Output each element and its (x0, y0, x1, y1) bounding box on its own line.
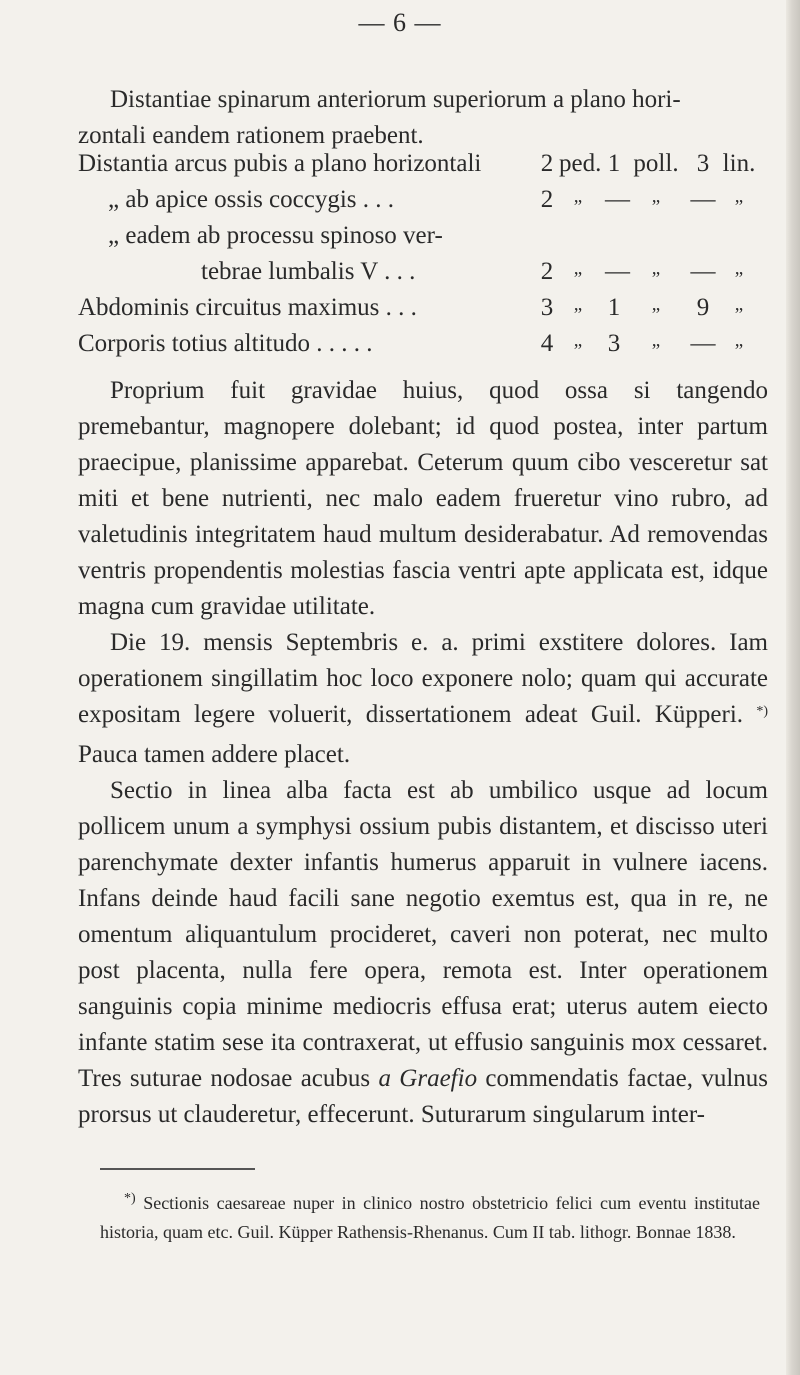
measurement-poll-unit: poll. (633, 150, 679, 177)
page-edge (786, 0, 800, 1375)
measurement-label: „ ab apice ossis coccygis . . . (108, 186, 395, 213)
paragraph-2-text: Die 19. mensis Septembris e. a. primi exstitere dolores. Iam operationem singillatim hoc loco exponere nolo; quam qui accurate expositam legere voluerit, dissertationem adeat Guil. Küpperi. (78, 629, 768, 728)
measurement-row (78, 294, 768, 330)
paragraph-3-text: Sectio in linea alba facta est ab umbilico usque ad locum pollicem unum a symphysi ossium pubis distantem, et discisso uteri parenchymate dexter infantis humerus apparuit in vulnere iacens. Infans deinde haud facili sane negotio exemtus est, qua in re, ne omentum aliquantulum procideret, caveri non poterat, nec multo post placenta, nulla fere opera, remota est. Inter operationem sanguinis copia minime mediocris effusa erat; uterus autem eiecto infante statim sese ita contraxerat, ut effusio sanguinis mox cessaret. Tres suturae nodosae acubus (78, 777, 768, 1092)
footnote-text: Sectionis caesareae nuper in clinico nostro obstetricio felici cum eventu institutae historia, quam etc. Guil. Küpper Rathensis-Rhenanus. Cum II tab. lithogr. Bonnae 1838. (100, 1193, 761, 1242)
measurement-label: Corporis totius altitudo . . . . . (78, 330, 373, 357)
measurement-label: Distantia arcus pubis a plano horizontali (78, 150, 482, 177)
measurement-label: Abdominis circuitus maximus . . . (78, 294, 417, 321)
measurement-lin: 3 (696, 150, 710, 177)
paragraph-1: Proprium fuit gravidae huius, quod ossa si tangendo premebantur, magnopere dolebant; id quod postea, inter partum praecipue, planissime apparebat. Ceterum quum cibo vesceretur sat miti et bene nutrienti, nec malo eadem frueretur vino rubro, ad valetudinis integritatem haud multum desiderabatur. Ad removendas ventris propendentis molestias fascia ventri apte applicata est, idque magna cum gravidae utilitate. (78, 377, 768, 620)
paragraph-3-italic: a Graefio (378, 1065, 478, 1092)
measurement-row (78, 258, 768, 294)
measurement-ped-unit: „ (573, 294, 583, 315)
measurement-row (78, 330, 768, 366)
measurement-lin-unit: lin. (722, 150, 756, 177)
measurement-row (78, 186, 768, 222)
measurement-ped-unit: „ (573, 258, 583, 279)
measurement-lin: — (690, 330, 716, 357)
measurement-lin-unit: „ (734, 258, 744, 279)
measurement-poll: 1 (607, 294, 621, 321)
measurement-poll-unit: „ (651, 186, 661, 207)
measurement-ped-unit: ped. (559, 150, 602, 177)
measurement-poll: 1 (607, 150, 621, 177)
paragraph-2-tail: Pauca tamen addere placet. (78, 741, 351, 768)
footnote-reference[interactable]: *) (756, 704, 768, 719)
measurement-poll-unit: „ (651, 294, 661, 315)
footnote (100, 1190, 760, 1246)
measurement-ped: 2 (540, 150, 554, 177)
measurement-poll: 3 (607, 330, 621, 357)
measurement-row (78, 150, 768, 186)
measurement-row (78, 222, 768, 258)
intro-block (78, 82, 768, 154)
measurement-label: „ eadem ab processu spinoso ver- (108, 222, 443, 249)
measurement-poll: — (605, 258, 630, 285)
footnote-mark: *) (124, 1191, 136, 1206)
measurement-ped: 2 (540, 258, 554, 285)
paragraph-2 (78, 625, 768, 773)
measurement-lin: — (690, 258, 716, 285)
paragraph-3-tail: commendatis factae, vulnus prorsus ut clauderetur, effecerunt. Suturarum singularum inter- (78, 1065, 768, 1128)
measurement-lin-unit: „ (734, 186, 744, 207)
measurement-lin: — (690, 186, 716, 213)
measurement-ped-unit: „ (573, 330, 583, 351)
measurement-lin-unit: „ (734, 330, 744, 351)
measurement-poll-unit: „ (651, 258, 661, 279)
main-text (78, 373, 768, 1133)
measurement-lin: 9 (696, 294, 710, 321)
intro-line-1: Distantiae spinarum anteriorum superiorum a plano hori- (110, 86, 681, 113)
intro-line-2: zontali eandem rationem praebent. (78, 122, 424, 149)
measurement-ped-unit: „ (573, 186, 583, 207)
measurement-table (78, 150, 768, 366)
measurement-ped: 4 (540, 330, 554, 357)
measurement-poll-unit: „ (651, 330, 661, 351)
footnote-divider (100, 1168, 255, 1170)
page-number-header: — 6 — (358, 8, 442, 37)
measurement-label: tebrae lumbalis V . . . (201, 258, 416, 285)
paragraph-3 (78, 773, 768, 1133)
measurement-poll: — (605, 186, 630, 213)
measurement-lin-unit: „ (734, 294, 744, 315)
measurement-ped: 3 (540, 294, 554, 321)
measurement-ped: 2 (540, 186, 554, 213)
